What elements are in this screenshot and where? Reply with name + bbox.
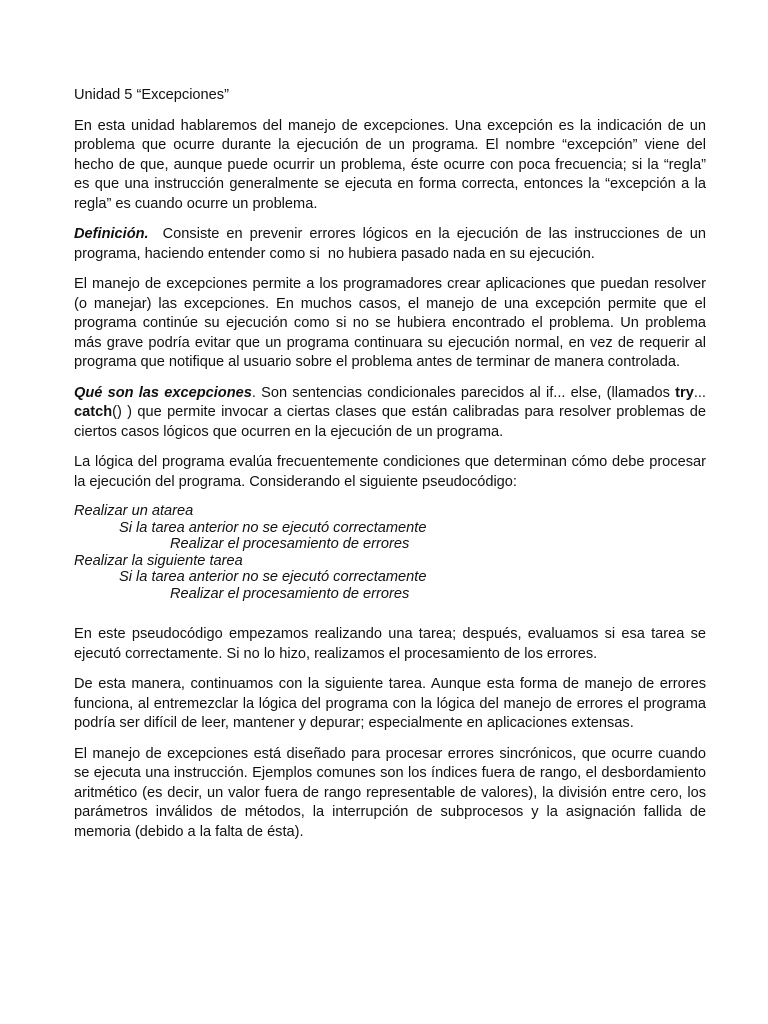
pseudocode-explanation-paragraph: En este pseudocódigo empezamos realizando una tarea; después, evaluamos si esa tarea se ejecutó correctamente. Si no lo hizo, realizamos el procesamiento de los errores. bbox=[74, 626, 706, 662]
document-title: Unidad 5 “Excepciones” bbox=[74, 87, 229, 103]
what-are-exceptions-text-c: () ) que permite invocar a ciertas clases que están calibradas para resolver problemas de ciertos casos lógicos que ocurren en la ejecución de un programa. bbox=[74, 404, 706, 440]
document-page bbox=[74, 86, 711, 853]
pseudocode-line: Si la tarea anterior no se ejecutó correctamente bbox=[119, 569, 427, 585]
continue-task-paragraph: De esta manera, continuamos con la siguiente tarea. Aunque esta forma de manejo de errores funciona, al entremezclar la lógica del programa con la lógica del manejo de errores el programa podría ser difícil de leer, mantener y depurar; especialmente en aplicaciones extensas. bbox=[74, 676, 706, 731]
definition-paragraph bbox=[74, 225, 711, 264]
intro-paragraph: En esta unidad hablaremos del manejo de excepciones. Una excepción es la indicación de un problema que ocurre durante la ejecución de un programa. El nombre “excepción” viene del hecho de que, aunque puede ocurrir un problema, éste ocurre con poca frecuencia; si la “regla” es que una instrucción generalmente se ejecuta en forma correcta, entonces la “excepción a la regla” es cuando ocurre un problema. bbox=[74, 117, 706, 212]
pseudocode-line: Realizar un atarea bbox=[74, 503, 194, 519]
synchronous-errors-paragraph: El manejo de excepciones está diseñado para procesar errores sincrónicos, que ocurre cuando se ejecuta una instrucción. Ejemplos comunes son los índices fuera de rango, el desbordamiento aritmético (es decir, un valor fuera de rango representable de valores), la división entre cero, los parámetros inválidos de métodos, la interrupción de subprocesos y la asignación fallida de memoria (debido a la falta de ésta). bbox=[74, 745, 706, 840]
definition-text: Consiste en prevenir errores lógicos en la ejecución de las instrucciones de un programa, haciendo entender como si no hubiera pasado nada en su ejecución. bbox=[74, 226, 711, 262]
exception-handling-paragraph: El manejo de excepciones permite a los programadores crear aplicaciones que puedan resolver (o manejar) las excepciones. En muchos casos, el manejo de una excepción permite que el programa continúe su ejecución como si no se hubiera encontrado el problema. Un problema más grave podría evitar que un programa continuara su ejecución normal, en vez de requerir al programa que notifique al usuario sobre el problema antes de terminar de manera controlada. bbox=[74, 276, 706, 370]
pseudocode-block bbox=[74, 503, 706, 602]
keyword-try: try bbox=[675, 384, 694, 401]
pseudocode-line: Realizar la siguiente tarea bbox=[74, 552, 243, 569]
pseudocode-line: Si la tarea anterior no se ejecutó correctamente bbox=[119, 519, 427, 536]
what-are-exceptions-text-b: ... bbox=[693, 384, 706, 401]
pseudocode-line: Realizar el procesamiento de errores bbox=[170, 536, 410, 552]
program-logic-paragraph: La lógica del programa evalúa frecuentemente condiciones que determinan cómo debe procesar la ejecución del programa. Considerando el siguiente pseudocódigo: bbox=[74, 454, 706, 490]
what-are-exceptions-paragraph bbox=[74, 384, 706, 443]
keyword-catch: catch bbox=[74, 404, 113, 420]
pseudocode-line: Realizar el procesamiento de errores bbox=[170, 585, 410, 602]
what-are-exceptions-text-a: . Son sentencias condicionales parecidos al if... else, (llamados bbox=[251, 384, 676, 401]
definition-term: Definición. bbox=[74, 226, 149, 242]
what-are-exceptions-term: Qué son las excepciones bbox=[74, 384, 252, 401]
